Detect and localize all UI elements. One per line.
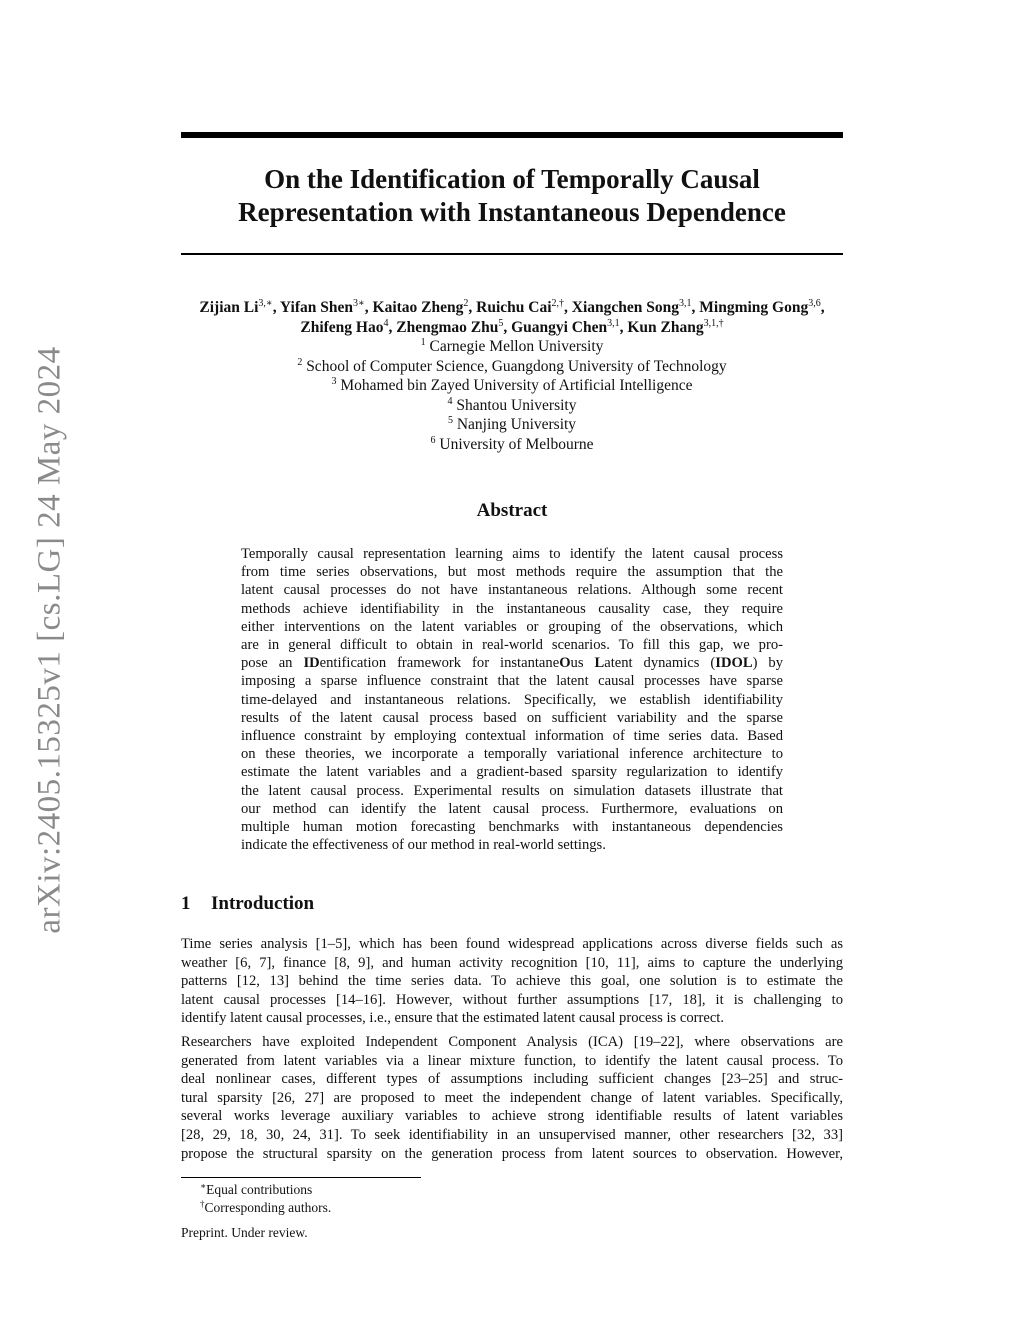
abstract-line: methods achieve identifiability in the instantaneous causality case, they require [241, 600, 783, 617]
abstract-line-idol: pose an IDentification framework for instantaneOus Latent dynamics (IDOL) by [241, 655, 784, 672]
title-bottom-rule [181, 253, 843, 255]
affiliation: $^4$ Shantou University [447, 395, 577, 414]
paper-title [181, 163, 843, 229]
intro-line: identify latent causal processes, i.e., ensure that the estimated latent causal process is correct. [181, 1010, 725, 1027]
intro-line: Time series analysis [1–5], which has been found widespread applications across diverse fields such as [181, 936, 843, 952]
author-name: Zhifeng Hao [300, 318, 384, 336]
abstract-line: either interventions on the latent variables or grouping of the observations, which [241, 618, 783, 635]
abstract-line: imposing a sparse influence constraint that the latent causal processes have sparse [241, 673, 783, 690]
title-line-1: On the Identification of Temporally Causal [264, 164, 760, 194]
affiliation: $^3$ Mohamed bin Zayed University of Artificial Intelligence [331, 376, 693, 394]
footnote-corresponding: †Corresponding authors. [200, 1199, 332, 1215]
intro-line: Researchers have exploited Independent Component Analysis (ICA) [19–22], where observations are [181, 1034, 843, 1050]
abstract-line: Temporally causal representation learning aims to identify the latent causal process [241, 546, 783, 562]
intro-line: generated from latent variables via a linear mixture function, to identify the latent causal process. To [181, 1052, 843, 1069]
author-name: Ruichu Cai [476, 299, 552, 316]
affiliation: $^1$ Carnegie Mellon University [420, 337, 604, 355]
author-affil-mark: 3,1 [607, 317, 620, 329]
author-affil-mark: 3,1 [679, 298, 692, 309]
intro-line: deal nonlinear cases, different types of assumptions including sufficient changes [23–25] and struc- [181, 1071, 843, 1088]
affiliation: $^5$ Nanjing University [447, 415, 577, 433]
author-affil-mark: 3∗ [352, 298, 365, 309]
author-line-1: Zijian $Li^{3,∗}$, Yifan Shen$^{3∗}$, Kaitao Zheng$^2$, Ruichu Cai$^{2,\dagger}$, Xiangchen Song$^{3,1}$, Mingming Gong$^{3,6}$, [199, 298, 825, 316]
author-line-2: Zhifeng Hao$^4$, Zhengmao Zhu$^5$, Guangyi Chen$^{3,1}$, Kun Zhang$^{3,1,\dagger}$ [300, 317, 724, 336]
abstract-line: on these theories, we incorporate a temporally variational inference architecture to [241, 746, 783, 763]
abstract-line: time-delayed and instantaneous relations. Specifically, we establish identifiability [241, 691, 783, 708]
abstract-heading: Abstract [476, 500, 548, 521]
author-affil-mark: 4 [383, 317, 389, 329]
intro-paragraph-2 [181, 1033, 843, 1163]
author-name: Zijian Li [199, 299, 259, 316]
abstract-body [241, 545, 783, 854]
intro-paragraph-1 [181, 935, 843, 1028]
author-name: Kun Zhang [627, 318, 704, 336]
abstract-line: latent causal processes do not have instantaneous relations. Although some recent [241, 582, 783, 599]
abstract-line: estimate the latent variables and a gradient-based sparsity regularization to identify [241, 764, 783, 781]
footnotes [200, 1181, 331, 1217]
author-affil-mark: 2,† [551, 298, 565, 309]
abstract-line: the latent causal process. Experimental results on simulation datasets illustrate that [241, 782, 783, 799]
abstract-line: from time series observations, but most methods require the assumption that the [241, 564, 783, 581]
abstract-line: indicate the effectiveness of our method in real-world settings. [241, 837, 606, 854]
author-affil-mark: 3,6 [808, 298, 821, 309]
section-heading [181, 893, 314, 915]
author-affil-mark: 2 [463, 298, 469, 309]
footnote-rule [181, 1177, 421, 1178]
author-name: Zhengmao Zhu [396, 318, 499, 336]
author-name: Guangyi Chen [511, 318, 608, 336]
abstract-line: results of the latent causal process based on sufficient variability and the sparse [241, 709, 783, 726]
title-line-2: Representation with Instantaneous Dependence [238, 197, 786, 227]
affiliation: $^6$ University of Melbourne [430, 434, 594, 453]
arxiv-stamp: arXiv:2405.15325v1 [cs.LG] 24 May 2024 [31, 346, 68, 934]
preprint-note: Preprint. Under review. [181, 1225, 308, 1240]
intro-line: [28, 29, 18, 30, 24, 31]. To seek identifiability in an unsupervised manner, other researchers [32, 33] [181, 1126, 843, 1143]
affiliation: $^2$ School of Computer Science, Guangdong University of Technology [297, 356, 727, 375]
intro-line: several works leverage auxiliary variables to achieve strong identifiable results of latent variables [181, 1108, 843, 1125]
author-name: Xiangchen Song [571, 299, 680, 316]
footnote-equal-contribution: ∗Equal contributions [200, 1181, 313, 1197]
intro-line: latent causal processes [14–16]. However, without further assumptions [17, 18], it is challenging to [181, 991, 843, 1008]
author-affil-mark: 5 [498, 317, 504, 329]
author-affil-mark: 3,1,† [703, 317, 724, 329]
abstract-line: are in general difficult to obtain in real-world scenarios. To fill this gap, we pro- [241, 637, 783, 654]
intro-line: weather [6, 7], finance [8, 9], and human activity recognition [10, 11], aims to capture the underlying [181, 954, 843, 971]
section-title: Introduction [211, 893, 315, 914]
title-top-rule [181, 132, 843, 138]
author-name: Mingming Gong [699, 299, 809, 316]
section-number: 1 [181, 893, 191, 914]
author-name: Yifan Shen [279, 299, 353, 316]
intro-line: tural sparsity [26, 27] are proposed to meet the independent change of latent variables. Specifically, [181, 1089, 843, 1106]
author-name: Kaitao Zheng [372, 299, 464, 316]
intro-line: patterns [12, 13] behind the time series data. To achieve this goal, one solution is to estimate the [181, 973, 843, 990]
intro-line: propose the structural sparsity on the generation process from latent sources to observation. However, [181, 1145, 843, 1162]
author-affil-mark: 3,∗ [258, 298, 273, 309]
abstract-line: multiple human motion forecasting benchmarks with instantaneous dependencies [241, 819, 783, 836]
author-block [150, 298, 874, 454]
abstract-line: our method can identify the latent causal process. Furthermore, evaluations on [241, 800, 783, 817]
abstract-line: influence constraint by employing contextual information of time series data. Based [241, 728, 783, 745]
